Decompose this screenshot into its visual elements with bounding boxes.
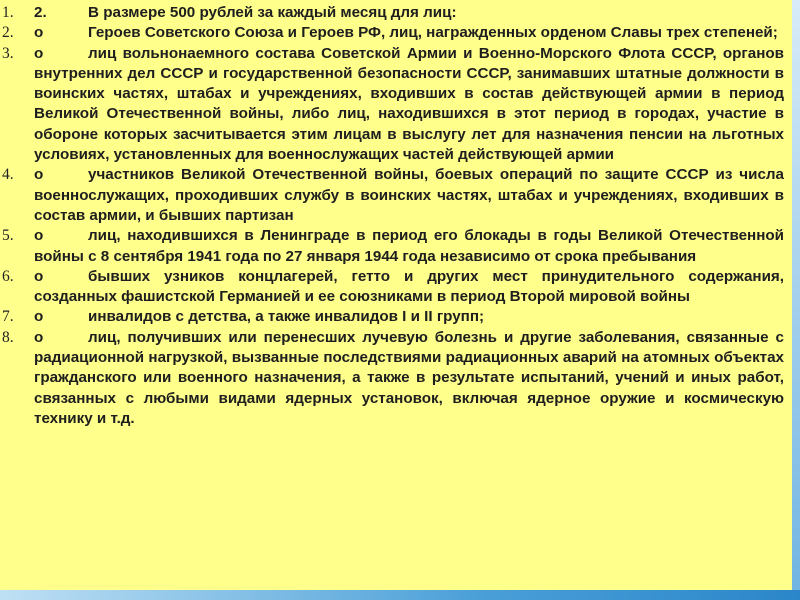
list-item (0, 307, 784, 327)
item-text: лиц, получивших или перенесших лучевую болезнь и другие заболевания, связанные с радиационной нагрузкой, вызванные последствиями радиационных аварий на атомных объектах гражданского или военного назначения, а также в результате испытаний, учений и иных работ, связанных с любыми видами ядерных установок, включая ядерное оружие и космическую технику и т.д. (34, 328, 784, 427)
item-text: участников Великой Отечественной войны, боевых операций по защите СССР из числа военнослужащих, проходивших службу в воинских частях, штабах и учреждениях, входивших в состав армии, и бывших партизан (34, 166, 784, 224)
list-item (0, 44, 784, 166)
item-marker: 2. (34, 4, 47, 21)
item-number: 3. (2, 44, 14, 62)
background-edge-right (792, 0, 800, 600)
item-number: 2. (2, 24, 14, 42)
list-item (0, 226, 784, 267)
item-text: В размере 500 рублей за каждый месяц для лиц: (88, 4, 457, 21)
item-text: лиц вольнонаемного состава Советской Армии и Военно-Морского Флота СССР, органов внутренних дел СССР и государственной безопасности СССР, занимавших штатные должности в воинских частях, штабах и учреждениях, входивших в состав действующей армии в период Великой Отечественной войны, либо лиц, находившихся в этот период в городах, участие в обороне которых засчитывается этим лицам в выслугу лет для назначения пенсии на льготных условиях, установленных для военнослужащих частей действующей армии (34, 44, 784, 164)
item-marker: o (34, 308, 44, 326)
item-text: лиц, находившихся в Ленинграде в период его блокады в годы Великой Отечественной войны с 8 сентября 1941 года по 27 января 1944 года независимо от срока пребывания (34, 227, 784, 265)
item-marker: o (34, 227, 44, 245)
item-number: 6. (2, 267, 14, 285)
item-text: Героев Советского Союза и Героев РФ, лиц, награжденных орденом Славы трех степеней; (88, 24, 778, 42)
list-item (0, 165, 784, 226)
item-number: 1. (2, 4, 14, 21)
item-marker: o (34, 166, 44, 184)
item-text: инвалидов с детства, а также инвалидов I и II групп; (88, 308, 485, 326)
list-item (0, 23, 784, 43)
item-marker: o (34, 24, 44, 42)
list-item (0, 3, 784, 23)
background-edge-bottom (0, 590, 800, 600)
item-marker: o (34, 44, 44, 62)
item-marker: o (34, 267, 44, 285)
item-marker: o (34, 328, 44, 346)
list-item (0, 267, 784, 308)
list-item (0, 328, 784, 429)
item-number: 4. (2, 166, 14, 184)
item-text: бывших узников концлагерей, гетто и других мест принудительного содержания, созданных фашистской Германией и ее союзниками в период Второй мировой войны (34, 267, 784, 306)
item-number: 7. (2, 308, 14, 326)
benefit-list (0, 3, 784, 429)
item-number: 8. (2, 328, 14, 346)
item-number: 5. (2, 227, 14, 245)
